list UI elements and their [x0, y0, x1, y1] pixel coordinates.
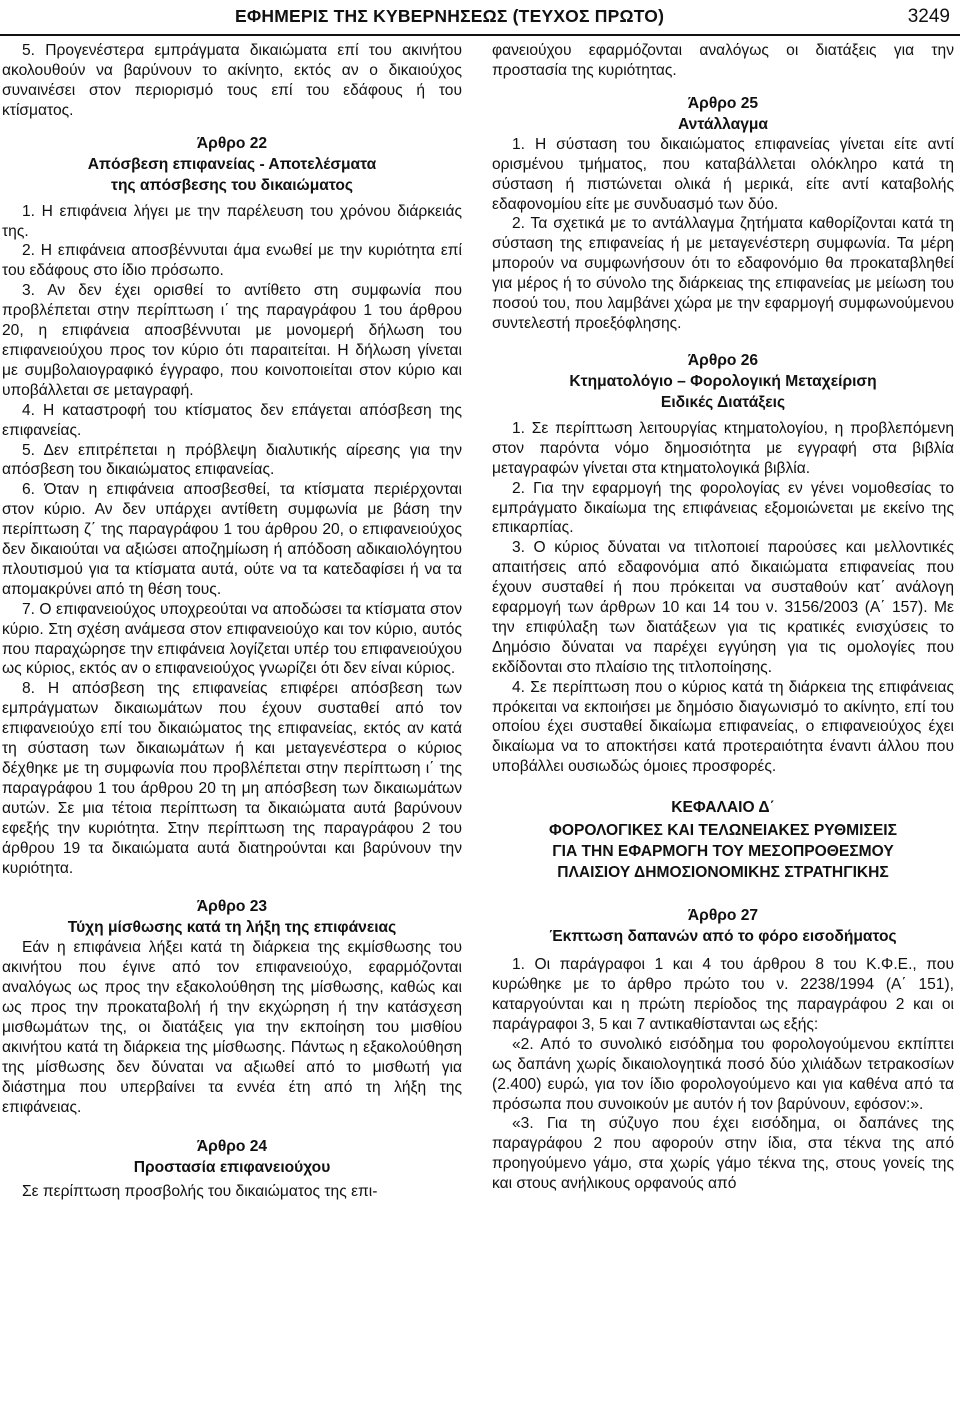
paragraph: 2. Τα σχετικά με το αντάλλαγμα ζητήματα καθορίζονται κατά τη σύσταση της επιφανείας ή με μεταγενέστερη συμφωνία. Τα μέρη μπορούν να συμφωνήσουν ότι το εδαφονόμιο θα προκαταβληθεί για μέρος ή το σύνολο της διάρκειας της επιφανείας με μείωση του ποσού του, που λαμβάνει χώρα με την εφαρμογή συμφωνούμενου συντελεστή προεξόφλησης. — [492, 215, 954, 332]
gazette-header — [0, 0, 960, 36]
left-column — [2, 41, 462, 1425]
article-title: Άρθρο 26 — [687, 351, 759, 369]
paragraph: 4. Η καταστροφή του κτίσματος δεν επάγεται απόσβεση της επιφανείας. — [2, 401, 462, 439]
article-title: Άρθρο 23 — [196, 898, 268, 916]
chapter-title: ΚΕΦΑΛΑΙΟ Δ΄ — [671, 799, 775, 817]
article-subtitle: Ειδικές Διατάξεις — [660, 393, 786, 411]
paragraph: 7. Ο επιφανειούχος υποχρεούται να αποδώσει τα κτίσματα στον κύριο. Στη σχέση ανάμεσα στον επιφανειούχο και τον κύριο, αυτός που παραχώρησε την επιφάνεια λογίζεται υπέρ του επιφανειούχου ως κύριος, εκτός αν ο επιφανειούχος γνωρίζει ότι δεν είναι κύριος. — [2, 600, 462, 678]
paragraph: «3. Για τη σύζυγο που έχει εισόδημα, οι δαπάνες της παραγράφου 2 που αφορούν στην ίδια, στα τέκνα της από προηγούμενο γάμο, στα χωρίς γάμο τέκνα της, στους γονείς της και στους ανήλικους ορφανούς από — [492, 1115, 954, 1193]
chapter-heading-line: ΠΛΑΙΣΙΟΥ ΔΗΜΟΣΙΟΝΟΜΙΚΗΣ ΣΤΡΑΤΗΓΙΚΗΣ — [557, 864, 889, 882]
article-subtitle: Απόσβεση επιφανείας - Αποτελέσματα — [87, 155, 377, 173]
paragraph: 1. Η επιφάνεια λήγει με την παρέλευση του χρόνου διάρκειάς της. — [2, 202, 462, 240]
paragraph: 1. Σε περίπτωση λειτουργίας κτηματολογίου, η προβλεπόμενη στον παρόντα νόμο δημοσιότητα με εγγραφή στα βιβλία μεταγραφών γίνεται στα κτηματολογικά βιβλία. — [492, 419, 954, 477]
paragraph: «2. Από το συνολικό εισόδημα του φορολογούμενου εκπίπτει ως δαπάνη χωρίς δικαιολογητικά ποσό δύο χιλιάδων τετρακοσίων (2.400) ευρώ, για τον ίδιο φορολογούμενο και για καθένα από τα πρόσωπα που συνοικούν με αυτόν ή τον βαρύνουν, εφόσον:». — [492, 1035, 954, 1113]
paragraph: 2. Η επιφάνεια αποσβέννυται άμα ενωθεί με την κυριότητα επί του εδάφους στο ίδιο πρόσωπο. — [2, 242, 462, 280]
paragraph: φανειούχου εφαρμόζονται αναλόγως οι διατάξεις για την προστασία της κυριότητας. — [492, 42, 954, 79]
article-title: Άρθρο 22 — [196, 134, 268, 152]
paragraph: 1. Οι παράγραφοι 1 και 4 του άρθρου 8 του Κ.Φ.Ε., που κυρώθηκε με το άρθρο πρώτο του ν. 2238/1994 (Α΄ 151), καταργούνται και η πρώτη περίοδος της παραγράφου 2 και οι παράγραφοι 3, 5 και 7 αντικαθίστανται ως εξής: — [492, 956, 954, 1033]
page-number: 3249 — [907, 6, 950, 27]
article-title: Άρθρο 25 — [687, 94, 759, 112]
gazette-title: ΕΦΗΜΕΡΙΣ ΤΗΣ ΚΥΒΕΡΝΗΣΕΩΣ (ΤΕΥΧΟΣ ΠΡΩΤΟ) — [235, 6, 665, 26]
paragraph: 6. Όταν η επιφάνεια αποσβεσθεί, τα κτίσματα περιέρχονται στον κύριο. Αν δεν υπάρχει αντίθετη συμφωνία με βάση την περίπτωση ζ΄ της παραγράφου 1 του άρθρου 20, ο επιφανειούχος δεν δικαιούται να αξιώσει αποζημίωση ή απόδοση αδικαιολόγητου πλουτισμού για τα κτίσματα αυτά, ούτε να τα κατεδαφίσει ή να τα απομακρύνει από τη θέση τους. — [2, 481, 462, 598]
right-column — [492, 41, 954, 1425]
article-subtitle: Αντάλλαγμα — [677, 115, 768, 133]
article-subtitle: Κτηματολόγιο – Φορολογική Μεταχείριση — [569, 372, 877, 390]
paragraph: 5. Δεν επιτρέπεται η πρόβλεψη διαλυτικής αίρεσης για την απόσβεση του δικαιώματος επιφανείας. — [2, 441, 462, 479]
paragraph: 5. Προγενέστερα εμπράγματα δικαιώματα επί του ακινήτου ακολουθούν να βαρύνουν το ακίνητο, εκτός αν ο δικαιούχος συναινέσει στον περιορισμό τους επί του εδάφους ή του κτίσματος. — [2, 42, 462, 119]
article-title: Άρθρο 24 — [196, 1137, 268, 1155]
chapter-heading-line: ΦΟΡΟΛΟΓΙΚΕΣ ΚΑΙ ΤΕΛΩΝΕΙΑΚΕΣ ΡΥΘΜΙΣΕΙΣ — [549, 822, 897, 840]
paragraph: 4. Σε περίπτωση που ο κύριος κατά τη διάρκεια της επιφάνειας πρόκειται να εκποιήσει με δημόσιο διαγωνισμό το ακίνητο, επί του οποίου έχει συσταθεί δικαίωμα επιφανείας, ο επιφανειούχος έχει δικαίωμα να το αποκτήσει κατά προτεραιότητα έναντι άλλου που υποβάλλει ουσιωδώς όμοιες προσφορές. — [492, 678, 954, 776]
paragraph: Σε περίπτωση προσβολής του δικαιώματος της επι- — [22, 1182, 378, 1200]
paragraph: Εάν η επιφάνεια λήξει κατά τη διάρκεια της εκμίσθωσης του ακινήτου που έγινε από τον επιφανειούχο, εφαρμόζονται αναλόγως ως προς την εξακολούθηση της μίσθωσης, καθώς και ως προς την προκαταβολή ή την εκχώρηση ή την κατάσχεση μισθωμάτων της, οι διατάξεις για την εκποίηση του μισθίου ακινήτου κατά τη διάρκεια της μίσθωσης. Πάντως η εξακολούθηση της μίσθωσης δεν δύναται να αξιωθεί από το μισθωτή για διάστημα που υπερβαίνει τα εννέα έτη από τη λήξη της επιφάνειας. — [2, 939, 462, 1116]
paragraph: 2. Για την εφαρμογή της φορολογίας εν γένει νομοθεσίας το εμπράγματο δικαίωμα της επιφάνειας εξομοιώνεται με εκείνο της επικαρπίας. — [492, 479, 954, 537]
article-subtitle: της απόσβεσης του δικαιώματος — [111, 176, 353, 194]
paragraph: 3. Αν δεν έχει ορισθεί το αντίθετο στη συμφωνία που προβλέπεται στην περίπτωση ι΄ της παραγράφου 1 του άρθρου 20, η επιφάνεια αποσβέννυται με μονομερή δήλωση του επιφανειούχου προς τον κύριο ότι παραιτείται. Η δήλωση γίνεται με συμβολαιογραφικό έγγραφο, που κοινοποιείται στον κύριο και υποβάλλεται σε μεταγραφή. — [2, 282, 462, 399]
article-title: Άρθρο 27 — [687, 907, 759, 925]
chapter-heading-line: ΓΙΑ ΤΗΝ ΕΦΑΡΜΟΓΗ ΤΟΥ ΜΕΣΟΠΡΟΘΕΣΜΟΥ — [552, 843, 894, 861]
article-subtitle: Έκπτωση δαπανών από το φόρο εισοδήματος — [549, 928, 897, 946]
article-subtitle: Προστασία επιφανειούχου — [133, 1158, 331, 1176]
article-subtitle: Τύχη μίσθωσης κατά τη λήξη της επιφάνειας — [67, 919, 397, 937]
paragraph: 1. Η σύσταση του δικαιώματος επιφανείας γίνεται είτε αντί ορισμένου τμήματος, που καταβάλλεται ολόκληρο κατά τη σύσταση ή πιστώνεται ολικά ή μερικά, είτε αντί καταβολής εδαφονομίου είτε με συνδυασμό των δύο. — [492, 135, 954, 213]
paragraph: 8. Η απόσβεση της επιφανείας επιφέρει απόσβεση των εμπράγματων δικαιωμάτων που έχουν συσταθεί από τον επιφανειούχο επί του δικαιώματος της επιφανείας, εκτός αν κατά τη σύσταση των δικαιωμάτων ή και μεταγενέστερα ο κύριος δέχθηκε με τη συμφωνία που προβλέπεται στην περίπτωση ι΄ της παραγράφου 1 του άρθρου 20 τη μη απόσβεση των δικαιωμάτων αυτών. Σε μια τέτοια περίπτωση τα δικαιώματα αυτά βαρύνουν εφεξής την κυριότητα. Στην περίπτωση της παραγράφου 2 του άρθρου 19 τα δικαιώματα αυτά διατηρούνται και βαρύνουν την κυριότητα. — [2, 680, 462, 877]
paragraph: 3. Ο κύριος δύναται να τιτλοποιεί παρούσες και μελλοντικές απαιτήσεις από εδαφονόμια από δικαιώματα επιφανείας που έχουν συσταθεί ή που πρόκειται να συσταθούν κατ΄ ανάλογη εφαρμογή των άρθρων 10 και 14 του ν. 3156/2003 (Α΄ 157). Με την επιφύλαξη των διατάξεων για τις κρατικές ενισχύσεις το Δημόσιο δύναται να παρέχει εγγύηση για τις ομολογίες που εκδίδονται στο πλαίσιο της τιτλοποίησης. — [492, 539, 954, 676]
